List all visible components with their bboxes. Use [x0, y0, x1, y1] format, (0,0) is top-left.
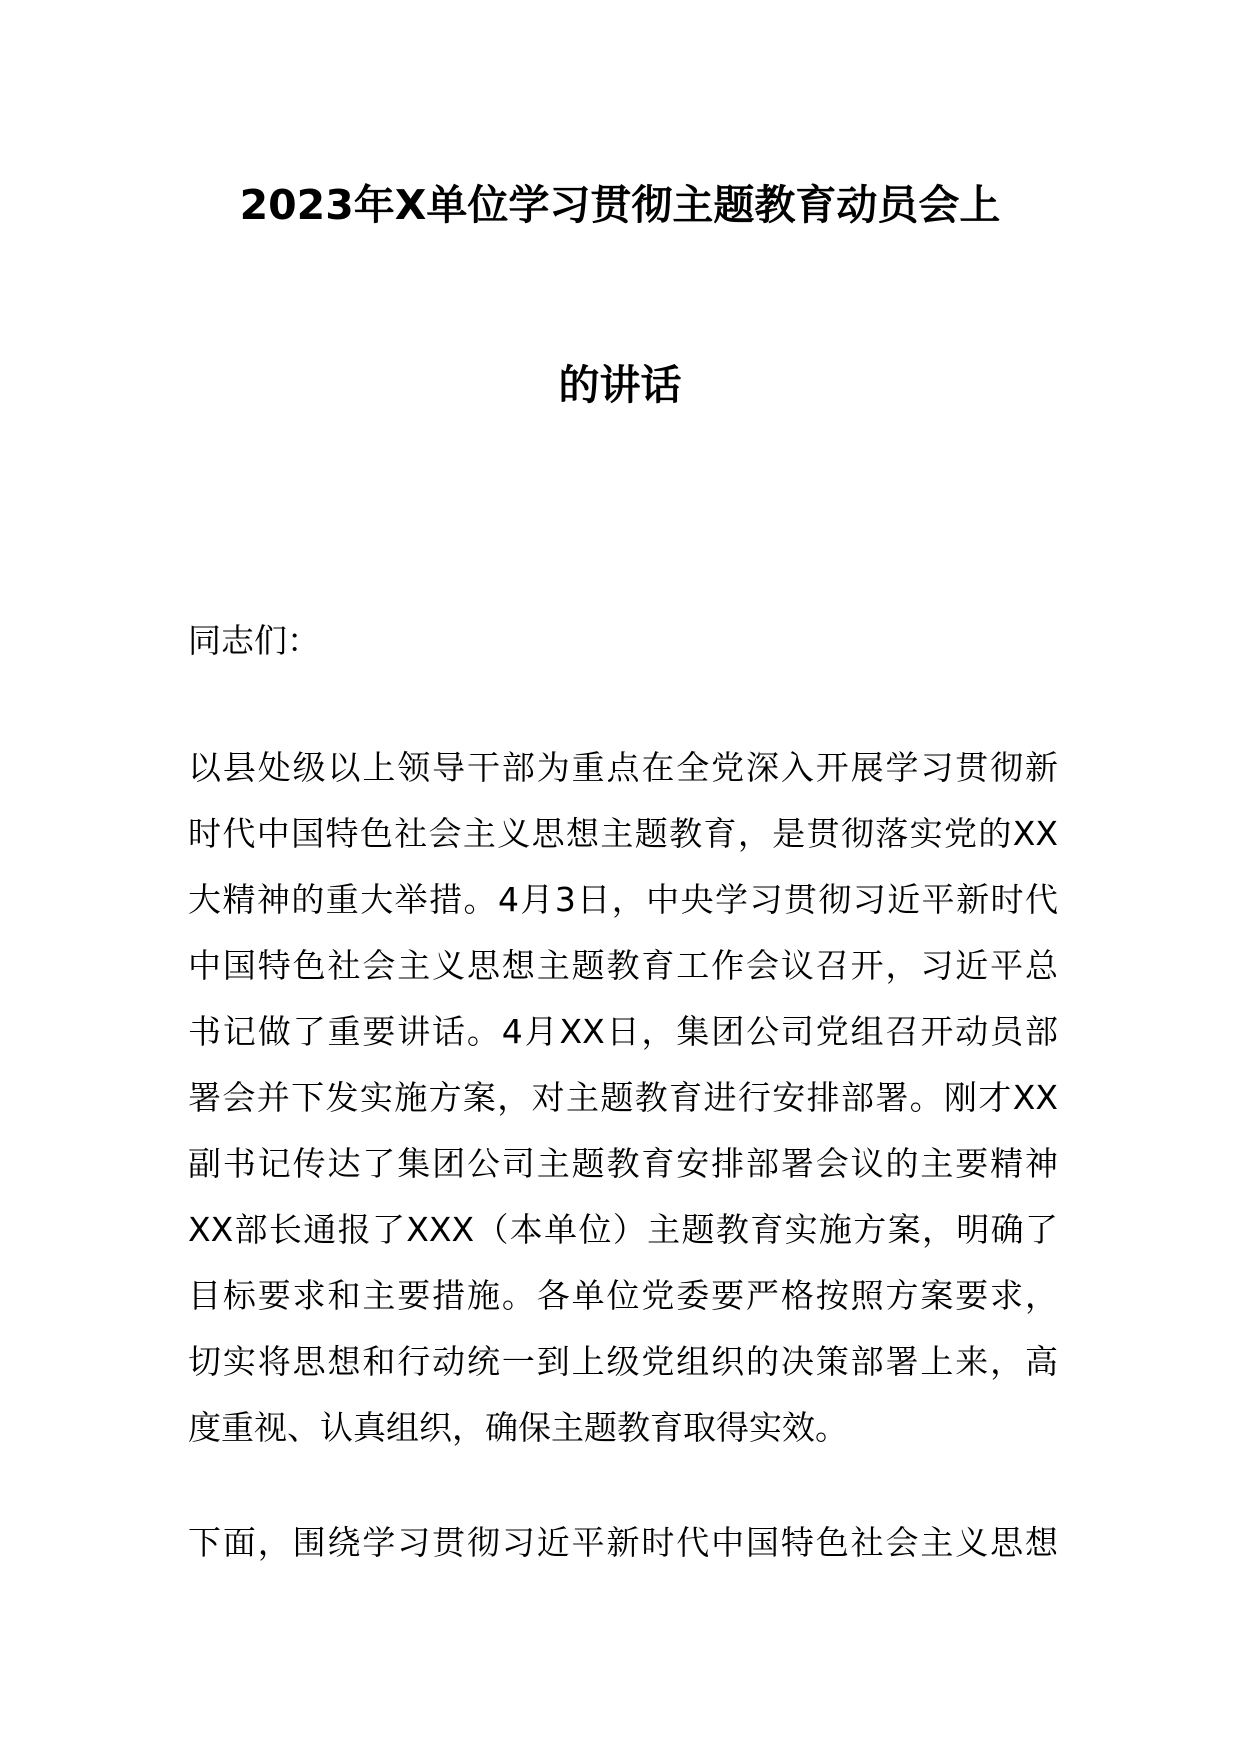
paragraph-line: 书记做了重要讲话。4月XX日，集团公司党组召开动员部	[188, 1012, 1058, 1051]
paragraph-line: 目标要求和主要措施。各单位党委要严格按照方案要求，	[188, 1276, 1058, 1315]
paragraph-line: XX部长通报了XXX（本单位）主题教育实施方案，明确了	[188, 1210, 1058, 1249]
paragraph-2	[188, 1510, 1058, 1576]
paragraph-line: 大精神的重大举措。4月3日，中央学习贯彻习近平新时代	[188, 880, 1058, 919]
paragraph-line: 以县处级以上领导干部为重点在全党深入开展学习贯彻新	[188, 748, 1058, 787]
paragraph-line: 时代中国特色社会主义思想主题教育，是贯彻落实党的XX	[188, 814, 1058, 853]
paragraph-line: 中国特色社会主义思想主题教育工作会议召开，习近平总	[188, 946, 1058, 985]
salutation: 同志们：	[188, 621, 320, 660]
document-title-line-2: 的讲话	[558, 361, 682, 409]
document-title-line-1: 2023年X单位学习贯彻主题教育动员会上	[239, 181, 1001, 229]
paragraph-line: 署会并下发实施方案，对主题教育进行安排部署。刚才XX	[188, 1078, 1058, 1117]
paragraph-1	[188, 735, 1058, 1461]
paragraph-line: 副书记传达了集团公司主题教育安排部署会议的主要精神	[188, 1144, 1058, 1183]
paragraph-line: 度重视、认真组织，确保主题教育取得实效。	[188, 1408, 848, 1447]
paragraph-line: 切实将思想和行动统一到上级党组织的决策部署上来，高	[188, 1342, 1058, 1381]
paragraph-line: 下面，围绕学习贯彻习近平新时代中国特色社会主义思想	[188, 1523, 1058, 1562]
